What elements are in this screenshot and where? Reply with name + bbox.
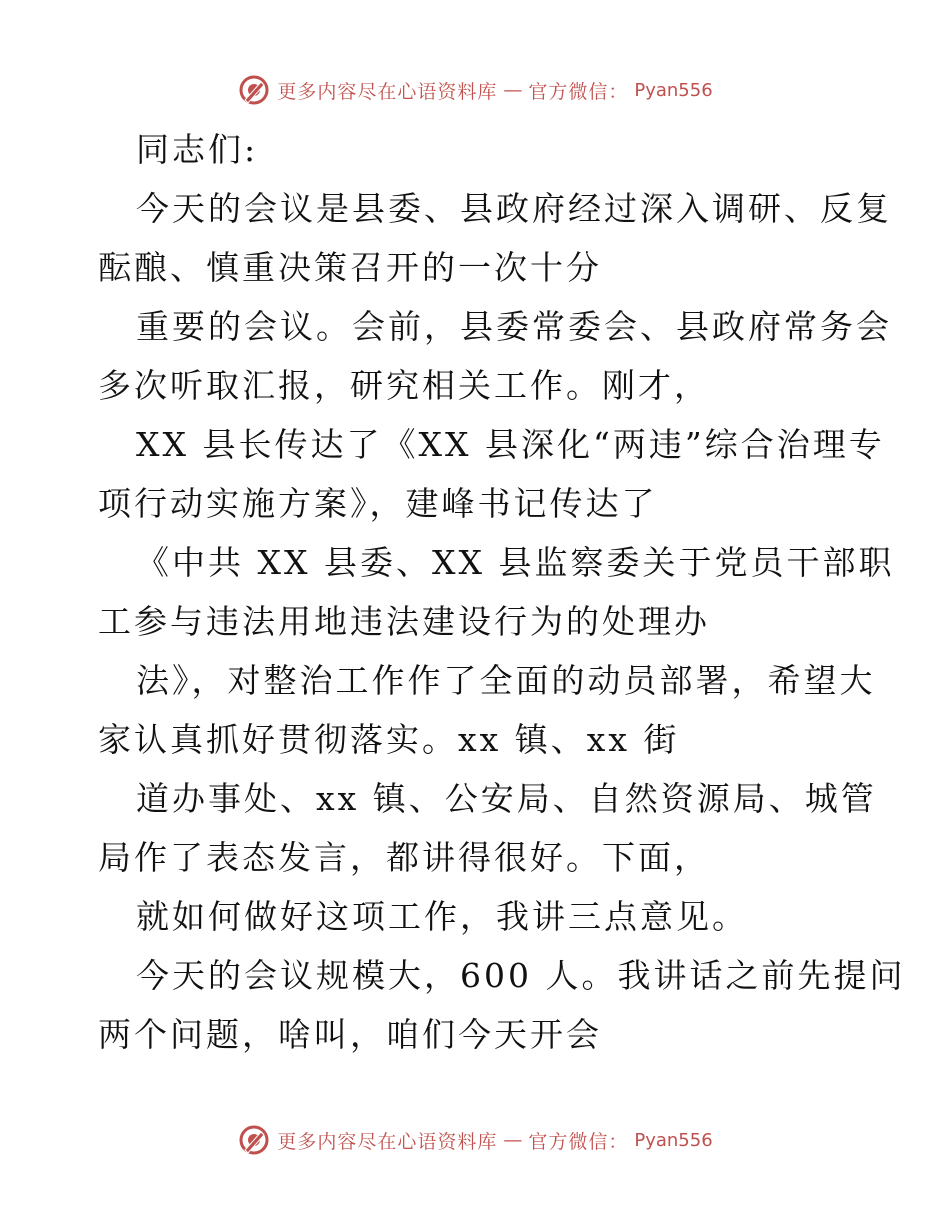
body-line: 重要的会议。会前，县委常委会、县政府常务会 [136,307,892,346]
body-line: 工参与违法用地违法建设行为的处理办 [98,602,710,641]
banner-separator: — [503,1129,523,1151]
body-line: 就如何做好这项工作，我讲三点意见。 [136,897,748,936]
banner-separator: — [503,79,523,101]
body-line: 两个问题，啥叫，咱们今天开会 [98,1015,602,1054]
banner-wechat-label: 官方微信： [528,80,629,103]
body-line: 今天的会议是县委、县政府经过深入调研、反复 [136,189,892,228]
body-line: 酝酿、慎重决策召开的一次十分 [98,248,602,287]
banner-wechat-id: Pyan556 [634,79,713,101]
banner-text: 更多内容尽在心语资料库 [277,80,498,103]
body-line: 局作了表态发言，都讲得很好。下面， [98,838,710,877]
body-line: 家认真抓好贯彻落实。xx 镇、xx 街 [98,720,680,759]
document-body [98,120,906,1064]
body-line: 法》，对整治工作作了全面的动员部署，希望大 [136,661,876,700]
banner-wechat-id: Pyan556 [634,1129,713,1151]
pen-logo-icon [237,1123,271,1157]
body-line: 《中共 XX 县委、XX 县监察委关于党员干部职 [136,543,895,582]
body-line: 同志们: [136,130,259,169]
body-line: 多次听取汇报，研究相关工作。刚才， [98,366,710,405]
body-line: XX 县长传达了《XX 县深化“两违”综合治理专 [136,425,885,464]
body-line: 今天的会议规模大，600 人。我讲话之前先提问 [136,956,906,995]
banner-text: 更多内容尽在心语资料库 [277,1130,498,1153]
footer-banner [0,1120,950,1160]
banner-wechat-label: 官方微信： [528,1130,629,1153]
body-line: 道办事处、xx 镇、公安局、自然资源局、城管 [136,779,877,818]
header-banner [0,70,950,110]
body-line: 项行动实施方案》，建峰书记传达了 [98,484,658,523]
pen-logo-icon [237,73,271,107]
